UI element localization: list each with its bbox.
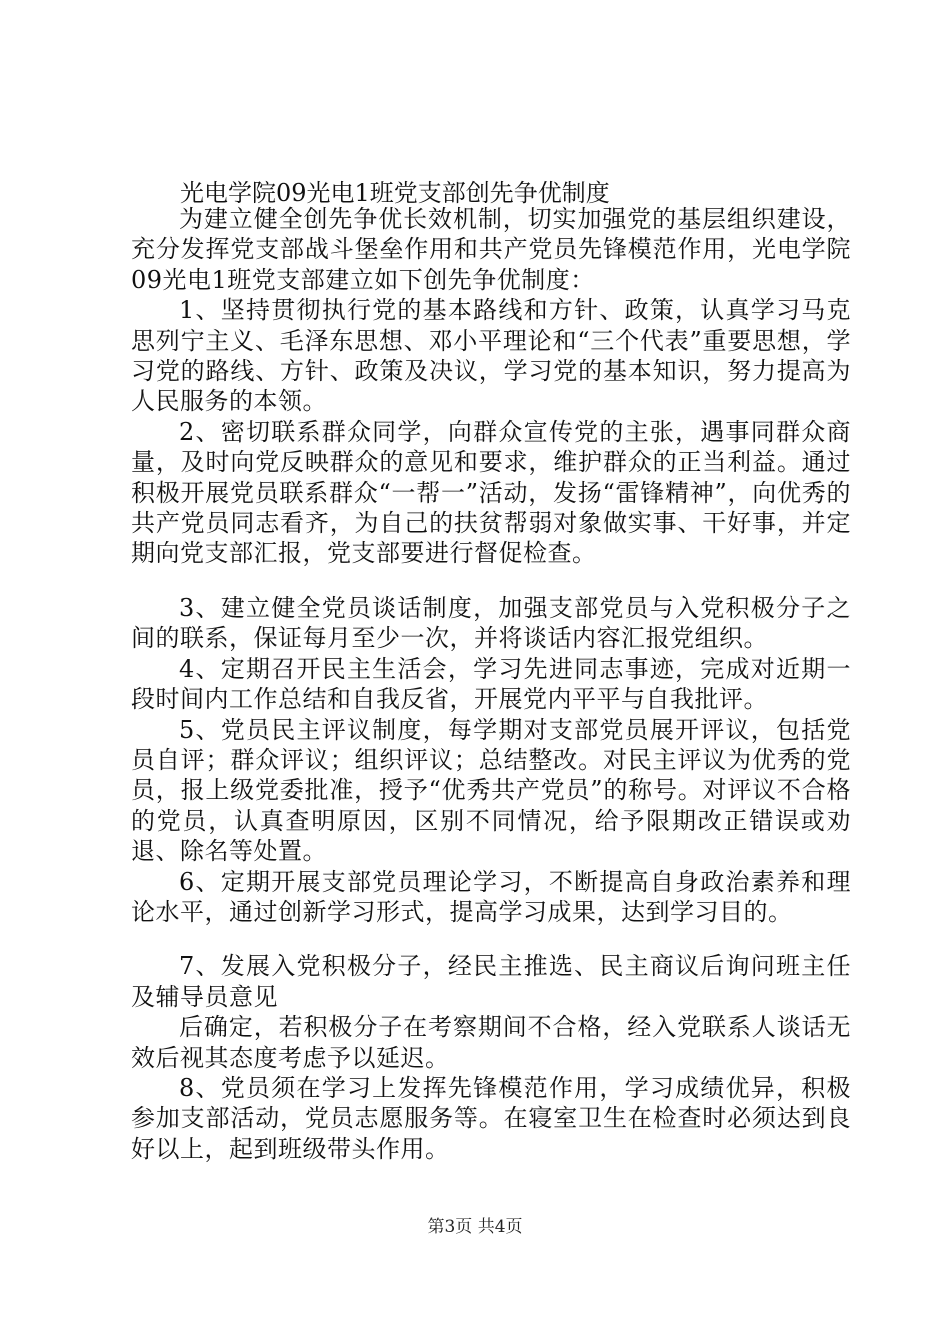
paragraph-7: 7、发展入党积极分子，经民主推选、民主商议后询问班主任及辅导员意见 <box>131 952 851 1011</box>
paragraph-2: 2、密切联系群众同学，向群众宣传党的主张，遇事同群众商量，及时向党反映群众的意见和要求，维护群众的正当利益。通过积极开展党员联系群众“一帮一”活动，发扬“雷锋精神”，向优秀的共产党员同志看齐，为自己的扶贫帮弱对象做实事、干好事，并定期向党支部汇报，党支部要进行督促检查。 <box>131 417 851 568</box>
document-body <box>131 204 851 1164</box>
paragraph-3: 3、建立健全党员谈话制度，加强支部党员与入党积极分子之间的联系，保证每月至少一次，并将谈话内容汇报党组织。 <box>131 593 851 653</box>
paragraph-5: 5、党员民主评议制度，每学期对支部党员展开评议，包括党员自评；群众评议；组织评议；总结整改。对民主评议为优秀的党员，报上级党委批准，授予“优秀共产党员”的称号。对评议不合格的党员，认真查明原因，区别不同情况，给予限期改正错误或劝退、除名等处置。 <box>131 715 851 866</box>
paragraph-8: 8、党员须在学习上发挥先锋模范作用，学习成绩优异，积极参加支部活动，党员志愿服务等。在寝室卫生在检查时必须达到良好以上，起到班级带头作用。 <box>131 1073 851 1163</box>
paragraph-gap <box>131 569 851 593</box>
document-title: 光电学院09光电1班党支部创先争优制度 <box>180 179 610 207</box>
page-number-footer: 第3页 共4页 <box>427 1217 523 1237</box>
paragraph-4: 4、定期召开民主生活会，学习先进同志事迹，完成对近期一段时间内工作总结和自我反省，开展党内平平与自我批评。 <box>131 654 851 714</box>
paragraph-7-continued: 后确定，若积极分子在考察期间不合格，经入党联系人谈话无效后视其态度考虑予以延迟。 <box>131 1013 851 1072</box>
paragraph-6: 6、定期开展支部党员理论学习，不断提高自身政治素养和理论水平，通过创新学习形式，提高学习成果，达到学习目的。 <box>131 867 851 926</box>
paragraph-gap <box>131 927 851 951</box>
paragraph-1: 1、坚持贯彻执行党的基本路线和方针、政策，认真学习马克思列宁主义、毛泽东思想、邓小平理论和“三个代表”重要思想，学习党的路线、方针、政策及决议，学习党的基本知识，努力提高为人民服务的本领。 <box>131 296 851 416</box>
intro-paragraph: 为建立健全创先争优长效机制，切实加强党的基层组织建设，充分发挥党支部战斗堡垒作用和共产党员先锋模范作用，光电学院09光电1班党支部建立如下创先争优制度： <box>131 205 851 294</box>
